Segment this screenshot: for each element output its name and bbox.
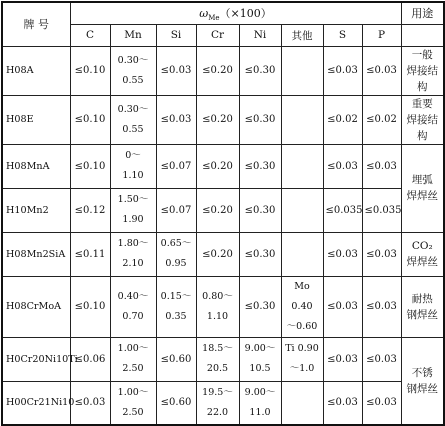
table-row	[2, 95, 444, 144]
cell-p: ≤0.03	[362, 46, 401, 95]
table-row	[2, 144, 444, 188]
cell-other: Mo 0.40 ～0.60	[281, 276, 323, 337]
table-row	[2, 381, 444, 425]
usage-stainless: 不锈 钢焊丝	[401, 337, 444, 425]
cell-si: ≤0.03	[156, 95, 196, 144]
cell-mn: 0.30～ 0.55	[110, 95, 156, 144]
composition-scale: （×100）	[219, 6, 272, 20]
cell-s: ≤0.03	[323, 46, 362, 95]
header-col-other: 其他	[281, 24, 323, 46]
header-col-p: P	[362, 24, 401, 46]
table-row	[2, 276, 444, 337]
usage-co2: CO₂ 焊焊丝	[401, 232, 444, 276]
cell-other	[281, 188, 323, 232]
cell-grade: H08CrMoA	[2, 276, 70, 337]
cell-p: ≤0.03	[362, 337, 401, 381]
usage-heat-resistant: 耐热 钢焊丝	[401, 276, 444, 337]
cell-mn: 1.00～ 2.50	[110, 337, 156, 381]
cell-s: ≤0.02	[323, 95, 362, 144]
cell-ni: ≤0.30	[239, 276, 281, 337]
usage-general-structure: 一般 焊接结 构	[401, 46, 444, 95]
composition-symbol: ω	[199, 6, 209, 20]
header-col-cr: Cr	[196, 24, 239, 46]
cell-si: ≤0.60	[156, 337, 196, 381]
cell-si: 0.65～ 0.95	[156, 232, 196, 276]
cell-other	[281, 381, 323, 425]
cell-s: ≤0.03	[323, 381, 362, 425]
cell-p: ≤0.03	[362, 276, 401, 337]
cell-ni: 9.00～ 10.5	[239, 337, 281, 381]
cell-s: ≤0.03	[323, 232, 362, 276]
cell-mn: 0.30～ 0.55	[110, 46, 156, 95]
cell-ni: ≤0.30	[239, 232, 281, 276]
cell-mn: 0～ 1.10	[110, 144, 156, 188]
header-col-mn: Mn	[110, 24, 156, 46]
cell-c: ≤0.10	[70, 46, 110, 95]
header-col-c: C	[70, 24, 110, 46]
header-usage-blank	[401, 24, 444, 46]
cell-other	[281, 232, 323, 276]
cell-ni: 9.00～ 11.0	[239, 381, 281, 425]
table-row	[2, 46, 444, 95]
cell-mn: 1.50～ 1.90	[110, 188, 156, 232]
cell-cr: 19.5～ 22.0	[196, 381, 239, 425]
usage-submerged-arc: 埋弧 焊焊丝	[401, 144, 444, 232]
header-col-si: Si	[156, 24, 196, 46]
cell-c: ≤0.06	[70, 337, 110, 381]
cell-s: ≤0.03	[323, 337, 362, 381]
cell-grade: H08A	[2, 46, 70, 95]
cell-ni: ≤0.30	[239, 144, 281, 188]
header-usage: 用途	[401, 2, 444, 24]
cell-other	[281, 144, 323, 188]
cell-grade: H10Mn2	[2, 188, 70, 232]
cell-c: ≤0.12	[70, 188, 110, 232]
cell-grade: H00Cr21Ni10	[2, 381, 70, 425]
header-col-s: S	[323, 24, 362, 46]
cell-p: ≤0.03	[362, 381, 401, 425]
cell-other	[281, 46, 323, 95]
table-row	[2, 232, 444, 276]
cell-c: ≤0.11	[70, 232, 110, 276]
cell-si: ≤0.07	[156, 188, 196, 232]
cell-mn: 1.80～ 2.10	[110, 232, 156, 276]
cell-c: ≤0.10	[70, 95, 110, 144]
header-composition	[70, 2, 401, 24]
cell-s: ≤0.03	[323, 276, 362, 337]
usage-important-structure: 重要 焊接结 构	[401, 95, 444, 144]
cell-p: ≤0.03	[362, 232, 401, 276]
cell-other	[281, 95, 323, 144]
header-col-ni: Ni	[239, 24, 281, 46]
cell-cr: ≤0.20	[196, 46, 239, 95]
table-row	[2, 337, 444, 381]
cell-grade: H0Cr20Ni10Ti	[2, 337, 70, 381]
cell-si: ≤0.07	[156, 144, 196, 188]
cell-cr: 0.80～ 1.10	[196, 276, 239, 337]
cell-grade: H08Mn2SiA	[2, 232, 70, 276]
cell-cr: ≤0.20	[196, 188, 239, 232]
cell-cr: ≤0.20	[196, 144, 239, 188]
cell-c: ≤0.10	[70, 276, 110, 337]
cell-mn: 1.00～ 2.50	[110, 381, 156, 425]
cell-s: ≤0.035	[323, 188, 362, 232]
cell-p: ≤0.035	[362, 188, 401, 232]
cell-ni: ≤0.30	[239, 188, 281, 232]
cell-ni: ≤0.30	[239, 95, 281, 144]
table-row	[2, 188, 444, 232]
cell-ni: ≤0.30	[239, 46, 281, 95]
cell-mn: 0.40～ 0.70	[110, 276, 156, 337]
cell-c: ≤0.03	[70, 381, 110, 425]
cell-c: ≤0.10	[70, 144, 110, 188]
cell-grade: H08MnA	[2, 144, 70, 188]
cell-cr: ≤0.20	[196, 95, 239, 144]
header-grade: 牌 号	[2, 2, 70, 46]
cell-si: ≤0.03	[156, 46, 196, 95]
cell-si: ≤0.60	[156, 381, 196, 425]
cell-p: ≤0.02	[362, 95, 401, 144]
cell-si: 0.15～ 0.35	[156, 276, 196, 337]
cell-s: ≤0.03	[323, 144, 362, 188]
cell-p: ≤0.03	[362, 144, 401, 188]
cell-cr: ≤0.20	[196, 232, 239, 276]
cell-grade: H08E	[2, 95, 70, 144]
cell-other: Ti 0.90 ～1.0	[281, 337, 323, 381]
cell-cr: 18.5～ 20.5	[196, 337, 239, 381]
welding-wire-composition-table	[1, 1, 445, 426]
composition-subscript: Me	[208, 13, 220, 22]
